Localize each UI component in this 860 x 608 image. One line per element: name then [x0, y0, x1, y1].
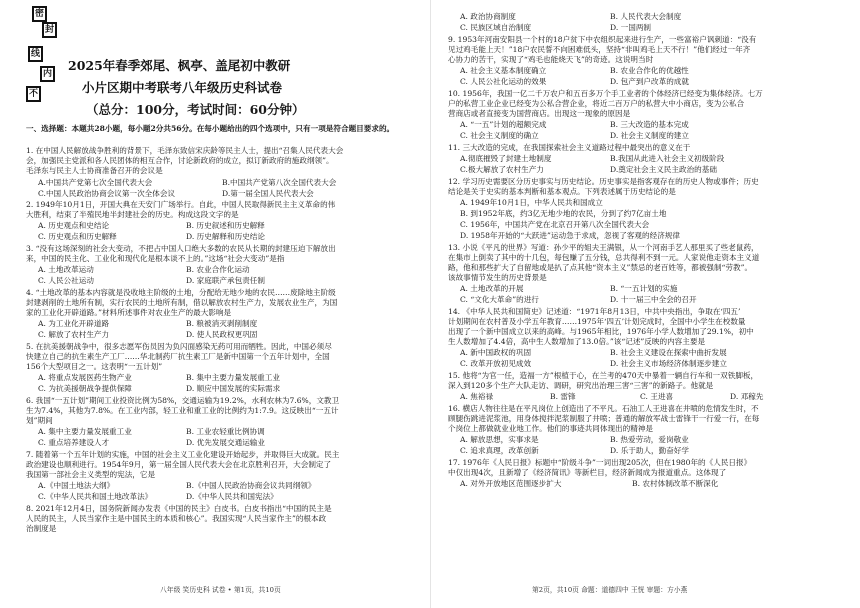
q3-option-a: A. 土地改革运动 — [38, 265, 94, 274]
q7-option-c: C.《中华人民共和国土地改革法》 — [38, 492, 153, 501]
q2-option-b: B. 历史叙述和历史解释 — [186, 221, 265, 230]
q10-option-d: D. 社会主义制度的建立 — [610, 131, 689, 140]
q13-stem: 在集市上倒卖了其中的十几包，每包赚了五分钱，总共得利不到一元。人家说他走资本主义道 — [448, 253, 760, 262]
q4-stem: 4. “土地改革的基本内容就是没收地主阶级的土地，分配给无地少地的农民……废除地主阶级 — [26, 288, 336, 297]
q5-option-d: D. 顺应中国发展的实际需求 — [186, 384, 281, 393]
q9-stem: 9. 1953年河南安阳县一个村的18户贫下中农组织起来进行生产，一些富裕户讽刺道：“没有 — [448, 35, 757, 44]
q3-option-d: D. 家庭联产承包责任制 — [186, 276, 265, 285]
q6-stem: 划”期间 — [26, 416, 53, 425]
q16-option-a: A. 解放思想，实事求是 — [460, 435, 539, 444]
q15-stem: 15. 他将“为官一任，造福一方”根植于心，在兰考的470天中暴着一辆自行车和一双铁脚板， — [448, 371, 759, 380]
seal-char: 线 — [28, 46, 43, 62]
q9-option-c: C. 人民公社化运动的效果 — [460, 77, 547, 86]
q5-option-a: A. 将重点发展医药生物产业 — [38, 373, 132, 382]
q13-option-a: A. 土地改革的开展 — [460, 284, 524, 293]
q4-option-d: D. 使人民政权更巩固 — [186, 330, 258, 339]
q14-option-d: D. 社会主义市场经济体制逐步建立 — [610, 359, 727, 368]
q12-option-c: C. 1956年，中国共产党在北京召开第八次全国代表大会 — [460, 220, 650, 229]
q6-stem: 6. 我国“一五计划”期间工业投资比例为58%，交通运输为19.2%，水利农林为7.6%，文教卫 — [26, 396, 340, 405]
q17-option-b: B. 农村体制改革不断深化 — [632, 479, 719, 488]
q4-option-b: B. 粮被消灭剥削制度 — [186, 319, 258, 328]
q5-stem: 156个大型项目之一。这表明“一五计划” — [26, 362, 163, 371]
q11-option-c: C.极大解放了农村生产力 — [460, 165, 544, 174]
q12-option-b: B. 到1952年底，约3亿无地少地的农民，分到了约7亿亩土地 — [460, 209, 667, 218]
q13-option-c: C. “文化大革命”的进行 — [460, 295, 539, 304]
page-footer-left: 八年级 笑历史科 试卷 • 第1页，共10页 — [160, 586, 281, 594]
q10-option-b: B. 三大改造的基本完成 — [610, 120, 689, 129]
q8-stem: 人民的民主，人民当家作主是中国民主的本质和核心”。我国实现“人民当家作主”的根本政 — [26, 514, 327, 523]
q8-stem: 8. 2021年12月4日，国务院新闻办发表《中国的民主》白皮书。白皮书指出“中国的民主是 — [26, 504, 332, 513]
q14-stem: 14. 《中华人民共和国简史》记述道：“1971年8月13日，中共中央指出，争取在‘四五’ — [448, 307, 741, 316]
q8-stem: 治制度是 — [26, 524, 57, 533]
q6-option-d: D. 优先发展交通运输业 — [186, 438, 265, 447]
q17-stem: 17. 1976年《人民日报》标题中“阶级斗争”一词出现205次，但在1980年的《人民日报》 — [448, 458, 752, 467]
exam-title-line2: 小片区期中考联考八年级历史科试卷 — [82, 80, 283, 95]
q17-option-a: A. 对外开放地区范围逐步扩大 — [460, 479, 562, 488]
q2-option-c: C. 历史观点和历史解释 — [38, 232, 117, 241]
seal-char: 内 — [40, 66, 55, 82]
q12-stem: 12. 学习历史需要区分历史事实与历史结论。历史事实是指客观存在的历史人物或事件；历史 — [448, 177, 759, 186]
seal-binding-area — [0, 0, 55, 100]
q5-stem: 5. 在抗美援朝战争中，很多志愿军伤员因为负闪面感染无药可用而牺牲。因此，中国必须尽 — [26, 342, 332, 351]
q9-stem: 见过鸡毛能上天！”18户农民誓不向困难低头，坚持“非叫鸡毛上天不行！”他们经过一年齐 — [448, 45, 751, 54]
q7-option-b: B.《中国人民政治协商会议共同纲领》 — [186, 481, 316, 490]
q11-option-d: D.奠定社会主义民主政治的基础 — [610, 165, 717, 174]
exam-title-line1: 2025年春季郊尾、枫亭、盖尾初中教研 — [68, 58, 291, 73]
q8-option-b: B. 人民代表大会制度 — [610, 12, 682, 21]
seal-char: 不 — [26, 86, 41, 102]
exam-subtitle: （总分：100分，考试时间：60分钟） — [86, 102, 305, 117]
q1-stem: 毛泽东与民主人士协商准备召开的会议是 — [26, 166, 163, 175]
q2-option-d: D. 历史解释和历史结论 — [186, 232, 265, 241]
q1-stem: 1. 在中国人民解放战争胜利的背景下，毛泽东致信宋庆龄等民主人士，提出“召集人民代表大会 — [26, 146, 344, 155]
q3-option-c: C. 人民公社运动 — [38, 276, 94, 285]
q12-option-a: A. 1949年10月1日，中华人民共和国成立 — [460, 198, 603, 207]
q15-option-d: D. 邓稼先 — [730, 392, 764, 401]
q15-stem: 深入到120多个生产大队走访、调研，研究出治理三害“三害”的新路子。他就是 — [448, 381, 714, 390]
q6-option-a: A. 集中主要力量发展重工业 — [38, 427, 132, 436]
q8-option-d: D. 一国两制 — [610, 23, 652, 32]
seal-char: 密 — [32, 6, 47, 22]
q7-stem: 政治建设也顺利进行。1954年9月，第一届全国人民代表大会在北京胜利召开，大会制定了 — [26, 460, 332, 469]
q1-option-b: B.中国共产党第八次全国代表大会 — [222, 178, 337, 187]
q14-stem: 计划期间在农村普及小学五年教育……1975年‘四五’计划完成时，全国中小学生在校数量 — [448, 317, 746, 326]
q11-option-b: B.我国从此进入社会主义初级阶段 — [610, 154, 725, 163]
q1-option-d: D.第一届全国人民代表大会 — [222, 189, 314, 198]
q10-option-a: A. “一五”计划的超额完成 — [460, 120, 547, 129]
q13-option-d: D. 十一届三中全会的召开 — [610, 295, 697, 304]
q15-option-c: C. 王进喜 — [640, 392, 674, 401]
q16-stem: 16. 横店人物往往是在平凡岗位上创造出了不平凡。石油工人王进喜在井喷的危情发生时，不 — [448, 404, 759, 413]
q6-option-c: C. 重点培养建设人才 — [38, 438, 110, 447]
q13-option-b: B. “一五计划的实施 — [610, 284, 678, 293]
q10-stem: 户的私营工业企业已经变为公私合营企业，将近二百万户的私营大中小商店，变为公私合 — [448, 99, 745, 108]
q14-option-b: B. 社会主义建设在探索中曲折发展 — [610, 348, 727, 357]
q3-stem: 3. “没有这场深刻的社会大变动，不把占中国人口绝大多数的农民从长期的封建压迫下解放出 — [26, 244, 336, 253]
q16-option-b: B. 热爱劳动，爱岗敬业 — [610, 435, 689, 444]
q2-stem: 大胜利，结束了半殖民地半封建社会的历史。构成这段文字的是 — [26, 210, 239, 219]
q16-stem: 个岗位上都做就业业地工作。他们的事迹共同体现出的精神是 — [448, 424, 654, 433]
q15-option-a: A. 焦裕禄 — [460, 392, 494, 401]
q16-option-d: D. 乐于助人，勤奋好学 — [610, 446, 689, 455]
q11-option-a: A.彻底摧毁了封建土地制度 — [460, 154, 552, 163]
q3-option-b: B. 农业合作化运动 — [186, 265, 250, 274]
q4-stem: 封建剥削的土地所有制，实行农民的土地所有制，借以解放农村生产力，发展农业生产，为国 — [26, 298, 338, 307]
q13-stem: 13. 小说《平凡的世界》写道：孙少平的姐夫王满银，从一个河南手艺人那里买了些老鼠药， — [448, 243, 759, 252]
q11-stem: 11. 三大改造的完成，在我国探索社会主义道路过程中最突出的意义在于 — [448, 143, 691, 152]
q7-option-a: A.《中国土地法大纲》 — [38, 481, 115, 490]
q14-option-c: C. 改革开放初见成效 — [460, 359, 532, 368]
q4-option-a: A. 为工业化开辟道路 — [38, 319, 110, 328]
q1-option-c: C.中国人民政治协商会议第一次全体会议 — [38, 189, 176, 198]
q3-stem: 来，中国的民主化、工业化和现代化是根本谈不上的。”这场“社会大变动”是指 — [26, 254, 285, 263]
q7-option-d: D.《中华人民共和国宪法》 — [186, 492, 278, 501]
q1-stem: 会，加强民主党派和各人民团体的相互合作，讨论新政府的成立，拟订新政府的施政纲领”。 — [26, 156, 334, 165]
q10-stem: 10. 1956年，我国一亿二千万农户和五百多万个手工业者的个体经济已经变为集体经济。七万 — [448, 89, 763, 98]
q17-stem: 中仅出现4次，且新增了《经济简讯》等新栏目，经济新闻成为报道重点。这体现了 — [448, 468, 727, 477]
q8-option-c: C. 民族区域自治制度 — [460, 23, 532, 32]
q10-option-c: C. 社会主义制度的确立 — [460, 131, 539, 140]
q6-stem: 生为7.4%，其他为7.8%。在工业内部，轻工业和重工业的比例约为1:7.9。这反映出“一五计 — [26, 406, 339, 415]
q6-option-b: B. 工业农轻重比例协调 — [186, 427, 265, 436]
q14-stem: 出现了一个新中国成立以来的高峰。与1965年相比，1976年小学人数增加了29.1%，初中 — [448, 327, 754, 336]
q7-stem: 7. 随着第一个五年计划的实施，中国的社会主义工业化建设开始起步，并取得巨大成就。民主 — [26, 450, 340, 459]
q5-option-b: B. 集中主要力量发展重工业 — [186, 373, 280, 382]
q5-stem: 快建立自己的抗生素生产工厂……华北制药厂抗生素工厂是新中国第一个五年计划中，全国 — [26, 352, 330, 361]
q13-stem: 路，他和那些扩大了自留地或是扒了点其他“资本主义”禁忌的老百姓等，都被强制“劳教”。 — [448, 263, 753, 272]
q4-option-c: C. 解放了农村生产力 — [38, 330, 110, 339]
seal-char: 封 — [42, 22, 57, 38]
q2-option-a: A. 历史观点和史结论 — [38, 221, 110, 230]
q13-stem: 该故事情节发生的历史背景是 — [448, 273, 547, 282]
q7-stem: 我国第一部社会主义类型的宪法，它是 — [26, 470, 156, 479]
q9-option-b: B. 农业合作化的优越性 — [610, 66, 689, 75]
q4-stem: 家的工业化开辟道路。”材料所述事件对农业生产的最大影响是 — [26, 308, 232, 317]
q8-option-a: A. 政治协商制度 — [460, 12, 516, 21]
q9-option-d: D. 包产到户改革的成就 — [610, 77, 689, 86]
page-footer-right: 第2页，共10页 命题：道德四中 王恍 审题：方小燕 — [532, 586, 688, 594]
q12-option-d: D. 1958年开始的“大跃进”运动急于求成，忽视了客观的经济规律 — [460, 231, 680, 240]
q10-stem: 营商店或者直接变为国营商店。出现这一现象的原因是 — [448, 109, 631, 118]
q16-option-c: C. 追求真理，改革创新 — [460, 446, 539, 455]
page-divider — [430, 0, 431, 608]
q9-option-a: A. 社会主义基本制度确立 — [460, 66, 547, 75]
q15-option-b: B. 雷锋 — [550, 392, 576, 401]
section-heading: 一、选择题：本题共28小题，每小题2分共56分。在每小题给出的四个选项中，只有一项是符合题目要求的。 — [26, 124, 395, 133]
q2-stem: 2. 1949年10月1日，开国大典在天安门广场举行。自此，中国人民取得新民主主义革命的伟 — [26, 200, 336, 209]
q1-option-a: A.中国共产党第七次全国代表大会 — [38, 178, 153, 187]
q14-option-a: A. 新中国政权的巩固 — [460, 348, 532, 357]
q5-option-c: C. 为抗美援朝战争提供保障 — [38, 384, 132, 393]
q12-stem: 结论是关于史实的基本判断和基本观点。下列表述属于历史结论的是 — [448, 187, 676, 196]
q9-stem: 心协力的苦干，实现了“鸡毛也能烧天飞”的奇迹。这说明当时 — [448, 55, 654, 64]
q14-stem: 生人数增加了4.4倍，高中生人数增加了13.0倍。”该“记述”反映的内容主要是 — [448, 337, 706, 346]
q16-stem: 顾腿伤跳进泥浆池，用身体搅拌泥浆制服了井喷；普通的解放军战士雷锋干一行爱一行，在每 — [448, 414, 760, 423]
